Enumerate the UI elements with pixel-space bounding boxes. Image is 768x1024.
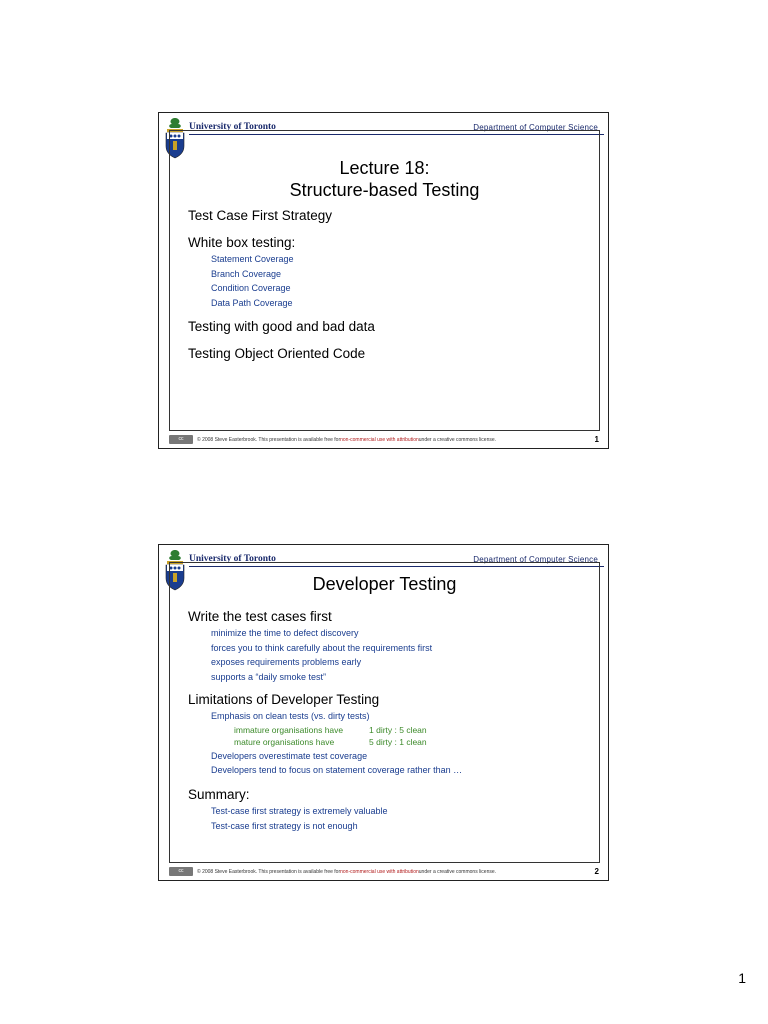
summary-list: [188, 804, 589, 833]
ratio-value: 1 dirty : 5 clean: [369, 724, 427, 735]
slide-1-title-line-1: Lecture 18:: [339, 158, 430, 178]
footer-text-a: © 2008 Steve Easterbrook. This presentation is available free for: [197, 436, 341, 443]
heading-summary: Summary:: [188, 786, 250, 802]
footer-text-b: under a creative commons license.: [418, 436, 497, 443]
slide-2: [158, 544, 609, 881]
ratio-label: immature organisations have: [234, 724, 344, 735]
list-item: Statement Coverage: [211, 254, 294, 264]
creative-commons-icon: cc: [169, 867, 193, 876]
ratio-label: mature organisations have: [234, 737, 335, 748]
footer-license-link[interactable]: non-commercial use with attribution: [340, 868, 419, 875]
sheet-page-number: 1: [738, 970, 746, 986]
list-item: Emphasis on clean tests (vs. dirty tests): [211, 710, 370, 721]
slide-2-title: Developer Testing: [312, 574, 457, 594]
heading-oo-code: Testing Object Oriented Code: [188, 345, 366, 361]
ratio-row: [188, 724, 589, 737]
heading-good-bad-data: Testing with good and bad data: [188, 318, 375, 334]
ratio-row: [188, 736, 589, 749]
list-item: Test-case first strategy is extremely valuable: [211, 805, 388, 816]
heading-white-box: White box testing:: [188, 235, 296, 250]
list-item: Data Path Coverage: [211, 298, 293, 309]
footer-text-a: © 2008 Steve Easterbrook. This presentation is available free for: [197, 868, 341, 875]
list-item: exposes requirements problems early: [211, 657, 362, 668]
department-name: Department of Computer Science: [473, 123, 598, 132]
slide-1: [158, 112, 609, 449]
university-name: University of Toronto: [189, 122, 276, 132]
ratio-value: 5 dirty : 1 clean: [369, 737, 427, 748]
department-name: Department of Computer Science: [473, 555, 598, 564]
list-item: Branch Coverage: [211, 268, 282, 279]
university-name: University of Toronto: [189, 554, 276, 564]
list-item: supports a “daily smoke test”: [211, 672, 327, 683]
write-first-list: [188, 626, 589, 685]
slide-2-body: [188, 608, 589, 833]
list-item: Test-case first strategy is not enough: [211, 820, 358, 831]
slide-1-page-number: 1: [594, 435, 599, 444]
slide-1-body: [188, 207, 589, 362]
footer-text-b: under a creative commons license.: [418, 868, 497, 875]
slide-1-frame: [169, 130, 600, 431]
slide-2-frame: [169, 562, 600, 863]
white-box-list: [188, 252, 589, 311]
footer-license-link[interactable]: non-commercial use with attribution: [340, 436, 419, 443]
creative-commons-icon: cc: [169, 435, 193, 444]
heading-test-case-first: Test Case First Strategy: [188, 208, 333, 223]
limitations-list: [188, 709, 589, 778]
slide-2-page-number: 2: [594, 867, 599, 876]
slide-1-title-line-2: Structure-based Testing: [289, 180, 480, 200]
list-item: minimize the time to defect discovery: [211, 628, 359, 638]
slide-2-footer: [169, 866, 600, 877]
list-item: Developers tend to focus on statement coverage rather than …: [211, 765, 463, 776]
list-item: Developers overestimate test coverage: [211, 750, 368, 761]
heading-limitations: Limitations of Developer Testing: [188, 691, 380, 707]
slide-1-footer: [169, 434, 600, 445]
list-item: forces you to think carefully about the requirements first: [211, 642, 433, 653]
list-item: Condition Coverage: [211, 283, 291, 294]
heading-write-tests-first: Write the test cases first: [188, 609, 332, 624]
